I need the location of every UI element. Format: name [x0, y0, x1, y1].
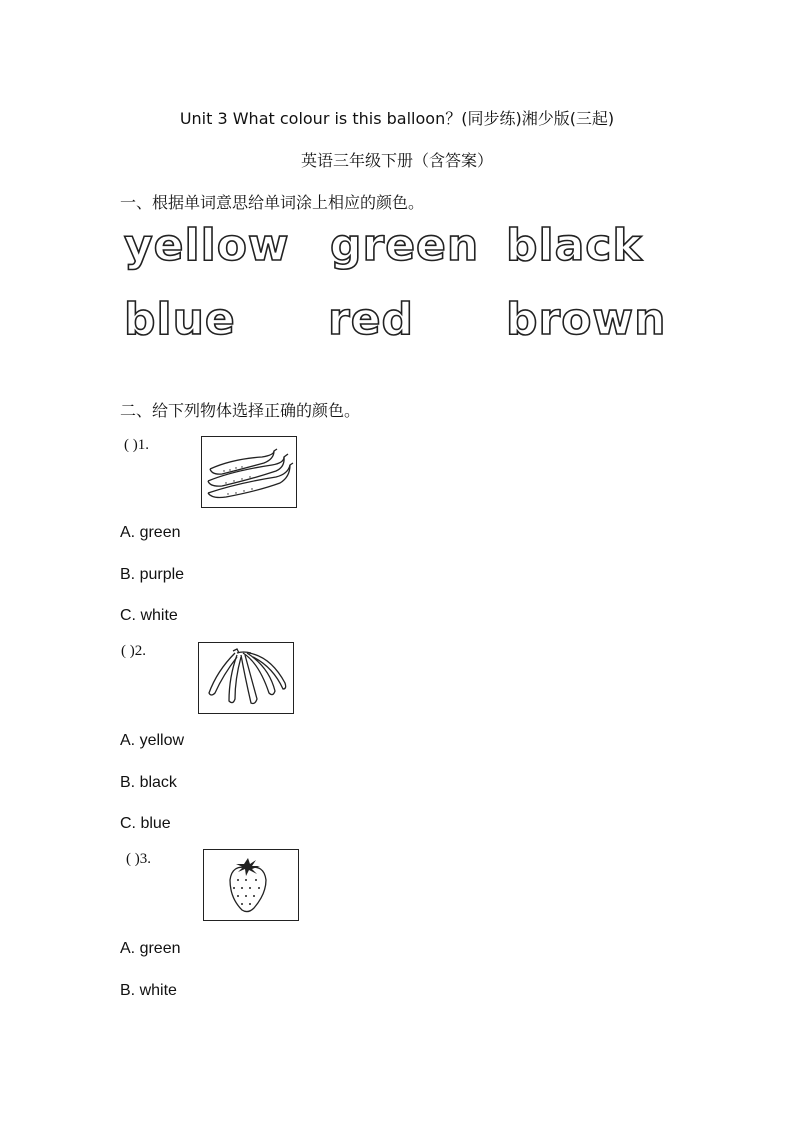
question-3-label: ( )3.	[126, 851, 151, 867]
chili-peppers-icon	[201, 436, 297, 508]
outline-word-black: black	[506, 220, 643, 271]
question-3-option-b: B. white	[120, 982, 177, 999]
question-1-label: ( )1.	[124, 437, 149, 453]
outline-word-blue: blue	[124, 294, 236, 345]
question-2-option-b: B. black	[120, 774, 177, 791]
question-2-option-c: C. blue	[120, 815, 171, 832]
question-2-option-a: A. yellow	[120, 732, 185, 749]
bananas-icon	[198, 642, 294, 714]
question-2-label: ( )2.	[121, 643, 146, 659]
section2-heading: 二、给下列物体选择正确的颜色。	[120, 401, 361, 420]
outline-word-green: green	[330, 220, 480, 271]
outline-word-red: red	[328, 294, 415, 345]
question-1-option-a: A. green	[120, 524, 181, 541]
page-title: Unit 3 What colour is this balloon？(同步练)湘少版(三起)	[179, 109, 615, 128]
outline-word-brown: brown	[506, 294, 667, 345]
outline-word-yellow: yellow	[124, 220, 290, 271]
question-1-option-c: C. white	[120, 607, 178, 624]
section1-heading: 一、根据单词意思给单词涂上相应的颜色。	[120, 193, 425, 212]
question-1-option-b: B. purple	[120, 566, 185, 583]
question-3-option-a: A. green	[120, 940, 181, 957]
page-subtitle: 英语三年级下册（含答案）	[300, 151, 493, 170]
strawberry-icon	[203, 849, 299, 921]
